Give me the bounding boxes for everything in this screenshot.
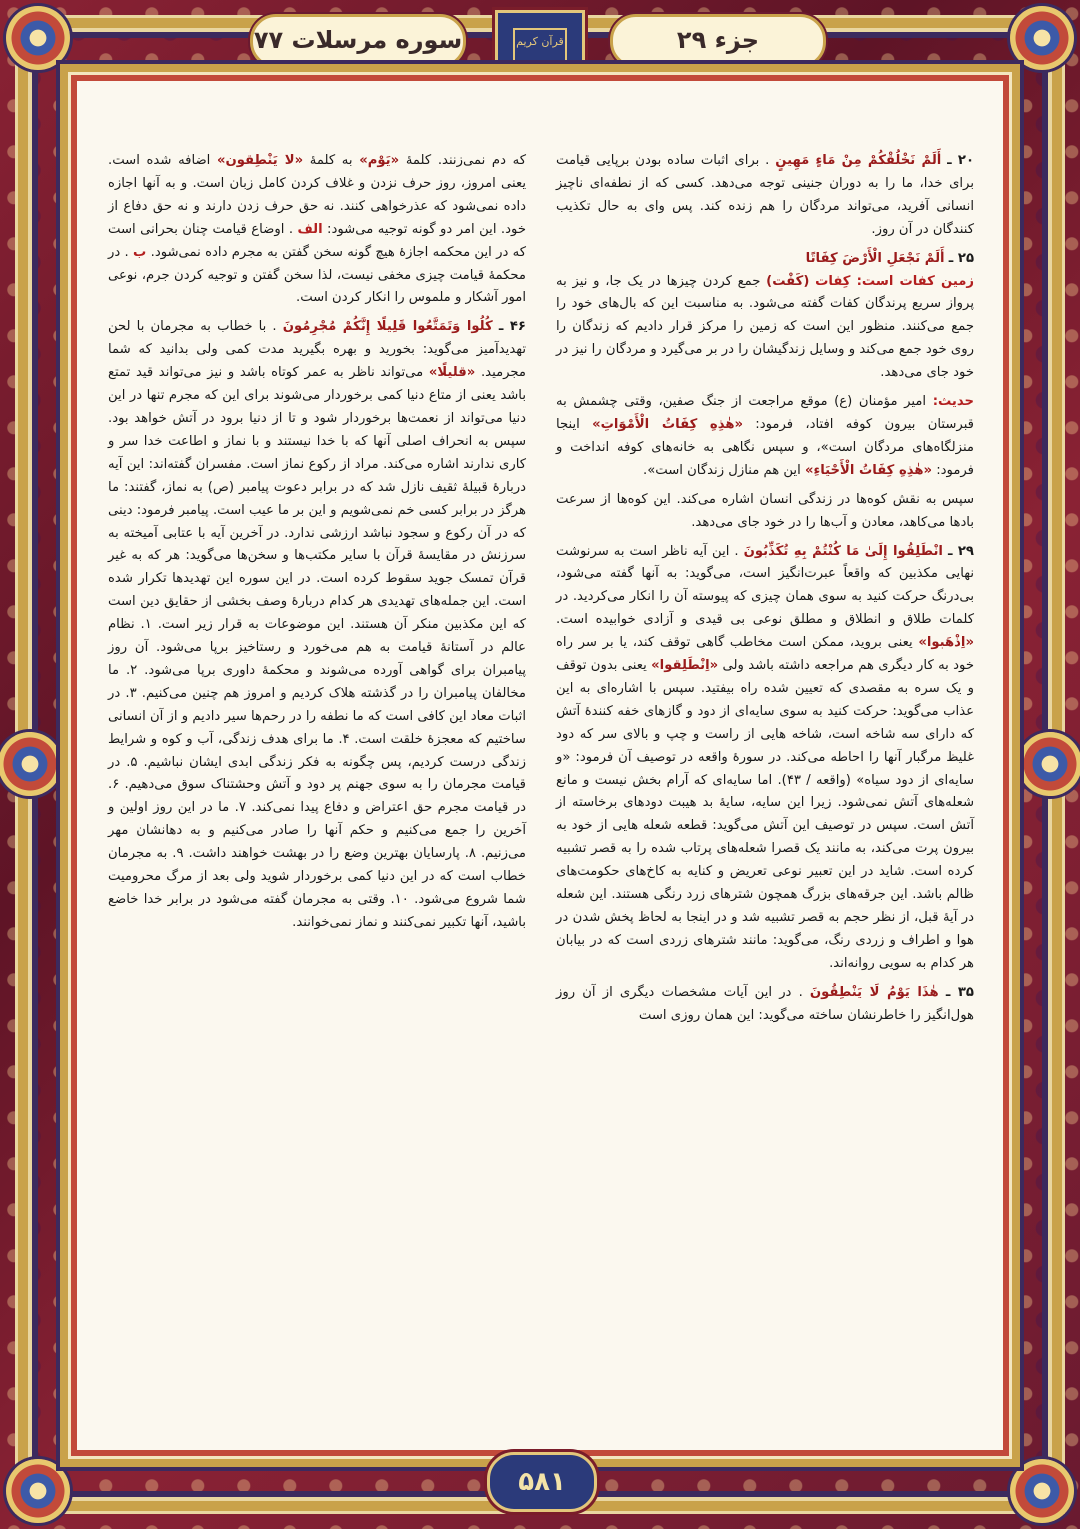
paragraph xyxy=(556,541,974,976)
verse-text: أَلَمْ نَجْعَلِ الْأَرْضَ كِفَاتًا xyxy=(805,250,945,266)
verse-number: ۲۹ ـ xyxy=(947,543,974,559)
left-column xyxy=(108,150,526,1380)
commentary-text: . این آیه ناظر است به سرنوشت نهایی مکذبین که واقعاً عبرت‌انگیز است، می‌گوید: به آنها گفته می‌شود، بی‌درنگ حرکت کنید به سوی همان چیزی که پیوسته آن را انکار می‌کردید. در کلمات طلاق و انطلاق و مطلق نوعی بی قیدی و آزادی خوابیده است. xyxy=(556,543,974,628)
paragraph xyxy=(556,391,974,483)
commentary-text: یعنی بروید، ممکن است مخاطب گاهی توقف کند، یا بر سر راه خود به کار دیگری هم مراجعه داشته باشد ولی xyxy=(556,635,974,674)
commentary-text: این هم منازل زندگان است». xyxy=(643,462,801,478)
paragraph xyxy=(556,489,974,535)
commentary-text: به کلمهٔ xyxy=(309,153,353,168)
paragraph xyxy=(556,248,974,385)
highlighted-word: «قلیلًا» xyxy=(428,365,476,381)
paragraph xyxy=(108,316,526,934)
surah-title: سوره مرسلات ۷۷ xyxy=(250,14,466,68)
commentary-text: می‌تواند ناظر به عمر کوتاه باشد و نیز می‌تواند قید تمتع باشد یعنی از متاع دنیا کمی برخوردار می‌شوند برای این که مجرم تنها در این دنیا می‌تواند از نعمت‌ها برخوردار شود و تا از دنیا برود در آتش خواهد بود. سپس به انحراف اصلی آنها که با خدا نیستند و با نماز و اطاعت خدا سر و کاری ندارند اشاره می‌کند. مراد از رکوع نماز است. مفسران گفته‌اند: این آیه دربارهٔ قبیلهٔ ثقیف نازل شد که در برابر دعوت پیامبر (ص) به نماز، گفتند: ما هرگز در برابر کسی خم نمی‌شویم و این بر ما عیب است. پیامبر فرمود: دینی که در آن رکوع و سجود نباشد ارزشی ندارد. در آخرین آیه با عتابی آمیخته به سرزنش در مقایسهٔ قرآن با سایر مکتب‌ها و سخن‌ها می‌گوید: هر که به غیر قرآن تمسک جوید سقوط کرده است. در این سوره این تهدیدها تکرار شده است. این جمله‌های تهدیدی هر کدام دربارهٔ وصف بخشی از حقایق دین است که این مکذبین منکر آن هستند. این موضوعات به قرار زیر است. ۱. نظام عالم در آستانهٔ قیامت به هم می‌خورد و رستاخیز برپا می‌شود. آن روز پیامبران برای گواهی آورده می‌شوند و محکمهٔ داوری برپا می‌شود. ۲. ما مخالفان پیامبران را در گذشته هلاک کردیم و امروز هم چنین می‌کنیم. ۳. در اثبات معاد این کافی است که ما نطفه را در رحم‌ها سیر دادیم و از آن انسانی ساختیم که معجزهٔ خلقت است. ۴. ما برای هدف زندگی، آب و کوه و شرایط زندگی درست کردیم، پس چگونه به فکر زندگی ابدی ایشان نباشیم. ۵. در قیامت مجرمان را به سوی جهنم پر دود و آتش وحشتناک سوق می‌دهیم. ۶. در قیامت مجرم حق اعتراض و دفاع پیدا نمی‌کند. ۷. ما در این روز اولین و آخرین را جمع می‌کنیم و حکم آنها را صادر می‌کنیم و به دهانشان مهر می‌زنیم. ۸. پارسایان بهترین وضع را در بهشت خواهند داشت. ۹. به مجرمان خطاب است که در این دنیا کمی برخوردار شوید ولی بعد از مرگ محرومیت شما شروع می‌شود. ۱۰. وقتی به مجرمان گفته می‌شود در برابر خدا خاضع باشید، آنها تکبیر نمی‌کنند و نماز نمی‌خوانند. xyxy=(108,365,527,930)
commentary-text: امیر مؤمنان (ع) موقع مراجعت از جنگ صفین، وقتی چشمش به قبرستان بیرون کوفه افتاد، فرمود: xyxy=(556,394,974,432)
juz-label: جزء ۲۹ xyxy=(610,14,826,68)
right-column xyxy=(556,150,974,1380)
corner-medallion-bottom-right xyxy=(1010,1459,1074,1523)
highlighted-word: «یَوْم» xyxy=(359,153,400,168)
highlighted-word: «اِذْهَبوا» xyxy=(918,635,974,651)
verse-number: ۴۶ ـ xyxy=(498,319,526,335)
hadith-label: حدیث: xyxy=(932,394,974,410)
corner-medallion-bottom-left xyxy=(6,1459,70,1523)
verse-text: أَلَمْ نَخْلُقْكُمْ مِنْ مَاءٍ مَهِينٍ xyxy=(775,153,942,168)
verse-number: ۲۵ ـ xyxy=(948,250,974,266)
commentary-text: اضافه شده است. یعنی امروز، روز حرف نزدن و غلاف کردن کامل زبان است. و به آنها اجازه داده نمی‌شود که عذرخواهی کنند. نه حق حرف زدن دارند و نه حق دفاع از خود. این امر دو گونه توجیه می‌شود: xyxy=(108,153,526,237)
paragraph xyxy=(556,982,974,1028)
commentary-text: سپس به نقش کوه‌ها در زندگی انسان اشاره می‌کند. این کوه‌ها از سرعت بادها می‌کاهد، معادن و آب‌ها را در خود جای می‌دهد. xyxy=(556,491,974,530)
paragraph xyxy=(556,150,974,242)
content-area xyxy=(108,150,974,1380)
commentary-text: . اوضاع قیامت چنان بحرانی است که در این محکمه اجازهٔ هیچ گونه سخن گفتن به مجرم داده نمی‌شود. xyxy=(108,221,526,260)
commentary-text: جمع کردن چیزها در یک جا، و نیز به پرواز سریع پرندگان کفات گفته می‌شود. به مناسبت این که بال‌های خود را جمع می‌کنند. منظور این است که زمین را مرکز قرار دادیم که زندگان را روی خود جمع می‌کند و وسایل زندگیشان را در بر می‌گیرد و مردگان را نیز در خود جای می‌دهد. xyxy=(556,273,974,381)
section-heading: زمین کفات است: کِفات xyxy=(815,273,974,289)
commentary-text: که دم نمی‌زنند. کلمهٔ xyxy=(405,153,526,168)
list-marker: ب xyxy=(133,244,147,260)
corner-medallion-top-left xyxy=(6,6,70,70)
page-number: ۵۸۱ xyxy=(487,1452,597,1512)
verse-text: كُلُوا وَتَمَتَّعُوا قَلِيلًا إِنَّكُمْ مُجْرِمُونَ xyxy=(282,319,493,335)
logo-text: قرآن کریم xyxy=(513,28,567,82)
highlighted-word: «اِنْطَلِقوا» xyxy=(651,658,719,674)
paragraph xyxy=(108,150,526,310)
quote-text: «هٰذِهِ كِفَاتُ الْأَحْيَاءِ» xyxy=(804,462,933,478)
verse-text: انْطَلِقُوا إِلَىٰ مَا كُنْتُمْ بِهِ تُكَذِّبُونَ xyxy=(743,543,943,559)
side-medallion-left xyxy=(0,732,62,796)
commentary-text: . برای اثبات ساده بودن برپایی قیامت برای خدا، ما را به دوران جنینی توجه می‌دهد. کسی که از نطفه‌ای ناچیز انسانی آفرید، می‌تواند مردگان را هم زنده کند. پس وای به حال تکذیب کنندگان در آن روز. xyxy=(556,153,974,237)
list-marker: الف xyxy=(297,221,323,237)
verse-number: ۳۵ ـ xyxy=(945,984,974,1000)
highlighted-word: (کَفْت) xyxy=(766,273,810,289)
commentary-text: یعنی بدون توقف و یک سره به مقصدی که تعیین شده راه بیفتید. سپس با اشاره‌ای به این عذاب می‌گوید: حرکت کنید به سوی سایه‌ای از دود و گازهای خفه کنندهٔ آتش که دارای سه شاخه است، شاخه هایی از راست و چپ و بالای سر که دود غلیظ مرگبار آنها را احاطه می‌کند. در سورهٔ واقعه در توصیف آن فرمود: «و سایه‌ای از دود سیاه» (واقعه / ۴۳). اما سایه‌ای که آرام بخش نیست و مانع شعله‌های آتش نمی‌شود. زیرا این سایه، سایهٔ بد هیبت دودهای برخاسته از آتش است. سپس در توصیف این آتش می‌گوید: قطعه شعله هایی از خود به بیرون پرت می‌کند، به مانند یک قصرا شعله‌های پرتاب شده را به قصر تشبیه کرده است. شاید در این تعبیر نوعی تعریض و کنایه به کاخ‌های حکومت‌های ظالم باشد. این جرقه‌های بزرگ همچون شترهای زرد رنگی هستند. این شعله در آیهٔ قبل، از نظر حجم به قصر تشبیه شد و در اینجا به لحاظ پخش شدن در هوا و اطراف و زردی رنگ، می‌گوید: مانند شترهای زردی است که در بیابان هر کدام به سویی روانه‌اند. xyxy=(556,658,974,971)
side-medallion-right xyxy=(1018,732,1080,796)
commentary-text: اینجا منزلگاه‌های مردگان است»، و سپس نگاهی به خانه‌های کوفه انداخت و فرمود: xyxy=(556,416,974,478)
quote-text: «هٰذِهِ كِفَاتُ الْأَمْوَاتِ» xyxy=(592,416,743,432)
corner-medallion-top-right xyxy=(1010,6,1074,70)
commentary-text: . در این آیات مشخصات دیگری از آن روز هول‌انگیز را خاطرنشان ساخته می‌گوید: این همان روزی است xyxy=(556,984,974,1023)
verse-number: ۲۰ ـ xyxy=(947,153,974,168)
highlighted-word: «لا یَنْطِقون» xyxy=(217,153,304,168)
commentary-text: . با خطاب به مجرمان با لحن تهدیدآمیز می‌گوید: بخورید و بهره بگیرید مدت کمی ولی بدانید که شما مجرمید. xyxy=(108,319,526,381)
commentary-text: . در محکمهٔ قیامت چیزی مخفی نیست، لذا سخن گفتن و توجیه کردن جرم، نوعی امور آشکار و ملموس را انکار کردن است. xyxy=(108,244,526,306)
verse-text: هٰذَا يَوْمُ لَا يَنْطِقُونَ xyxy=(809,984,939,1000)
